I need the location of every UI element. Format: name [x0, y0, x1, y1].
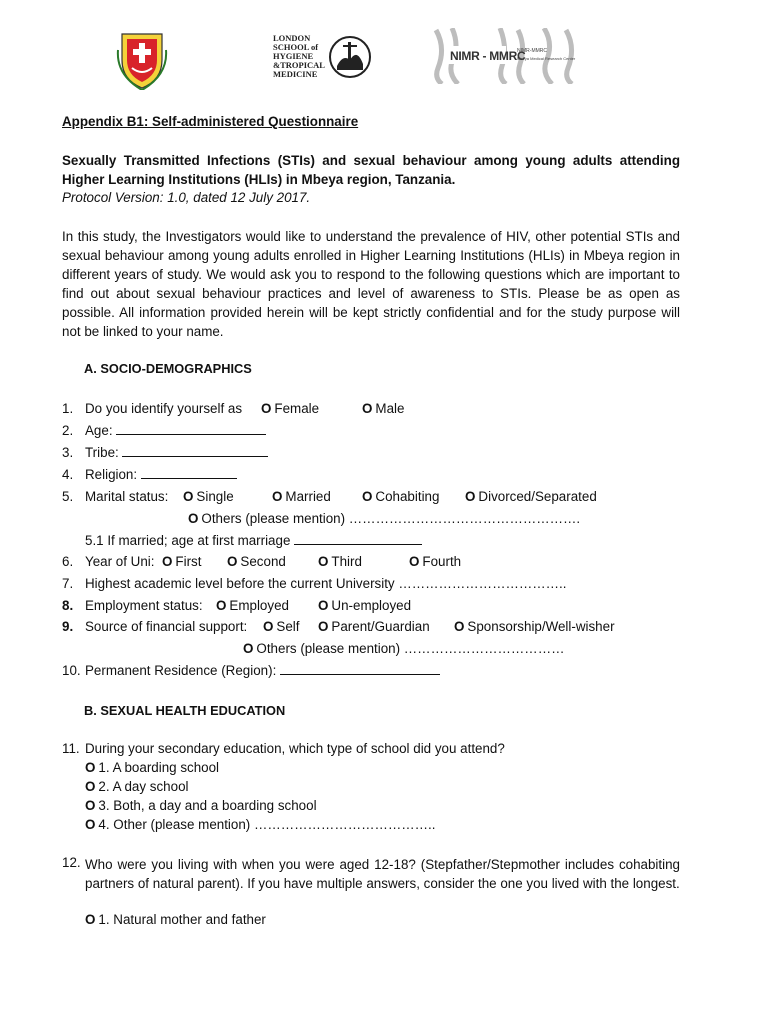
question-text: 5.1 If married; age at first marriage: [85, 533, 291, 548]
radio-icon: O: [272, 489, 283, 504]
radio-icon: O: [85, 779, 96, 794]
lshtm-line: LONDON: [273, 33, 311, 43]
option-cohabiting[interactable]: [362, 489, 439, 504]
document-title: Sexually Transmitted Infections (STIs) and sexual behaviour among young adults attending Higher Learning Institutions (HLIs) in Mbeya region, Tanzania.: [62, 153, 680, 187]
radio-icon: O: [465, 489, 476, 504]
question-text: Employment status:: [85, 598, 203, 613]
option-second[interactable]: [227, 554, 286, 569]
question-text: During your secondary education, which type of school did you attend?: [85, 741, 505, 756]
protocol-version: Protocol Version: 1.0, dated 12 July 2017.: [62, 190, 311, 205]
question-5-1: [85, 533, 422, 548]
option-natural-parents[interactable]: [85, 912, 266, 927]
option-label: Others (please mention) ………………………………: [256, 641, 565, 656]
option-male[interactable]: [362, 401, 404, 416]
question-10: [85, 663, 440, 678]
university-crest-logo: [116, 30, 168, 90]
radio-icon: O: [318, 619, 329, 634]
question-1: [85, 401, 242, 416]
radio-icon: O: [409, 554, 420, 569]
section-b-title: B. SEXUAL HEALTH EDUCATION: [84, 703, 286, 718]
lshtm-line: HYGIENE: [273, 51, 314, 61]
section-a-title: A. SOCIO-DEMOGRAPHICS: [84, 361, 252, 376]
lshtm-emblem-icon: [329, 34, 371, 80]
question-3: [85, 445, 268, 460]
radio-icon: O: [227, 554, 238, 569]
nimr-mmrc-logo: [432, 28, 580, 84]
radio-icon: O: [85, 798, 96, 813]
option-boarding-school[interactable]: [85, 760, 219, 775]
option-others-marital[interactable]: [188, 511, 580, 526]
tribe-input[interactable]: [122, 445, 268, 457]
option-unemployed[interactable]: [318, 598, 411, 613]
option-label: 2. A day school: [98, 779, 189, 794]
option-divorced-separated[interactable]: [465, 489, 597, 504]
option-label: 4. Other (please mention) …………………………………..: [98, 817, 436, 832]
option-label: Divorced/Separated: [478, 489, 597, 504]
question-text: Religion:: [85, 467, 138, 482]
option-label: Second: [240, 554, 286, 569]
residence-input[interactable]: [280, 663, 440, 675]
radio-icon: O: [261, 401, 272, 416]
question-7[interactable]: Highest academic level before the current University ………………………………..: [85, 576, 567, 591]
question-number: 12.: [62, 855, 81, 870]
age-input[interactable]: [116, 423, 266, 435]
question-text: Do you identify yourself as: [85, 401, 243, 416]
question-text: Age:: [85, 423, 113, 438]
option-label: Married: [285, 489, 331, 504]
nimr-logo-text: NIMR - MMRC: [450, 49, 526, 63]
radio-icon: O: [318, 554, 329, 569]
marriage-age-input[interactable]: [294, 533, 422, 545]
option-label: Others (please mention) …………………………………………….: [201, 511, 581, 526]
appendix-heading: Appendix B1: Self-administered Questionnaire: [62, 114, 359, 129]
lshtm-line: &TROPICAL: [273, 60, 325, 70]
option-female[interactable]: [261, 401, 319, 416]
option-label: 1. Natural mother and father: [98, 912, 266, 927]
question-number: 5.: [62, 489, 74, 504]
option-label: Self: [276, 619, 300, 634]
nimr-logo-small-text: NIMR-MMRC: [517, 48, 547, 54]
option-label: First: [175, 554, 202, 569]
question-text: Marital status:: [85, 489, 169, 504]
option-both-schools[interactable]: [85, 798, 317, 813]
option-other-school[interactable]: [85, 817, 436, 832]
question-text: Year of Uni:: [85, 554, 155, 569]
option-label: Sponsorship/Well-wisher: [467, 619, 615, 634]
lshtm-line: MEDICINE: [273, 69, 318, 79]
radio-icon: O: [85, 912, 96, 927]
option-third[interactable]: [318, 554, 362, 569]
option-parent-guardian[interactable]: [318, 619, 430, 634]
question-number: 2.: [62, 423, 74, 438]
option-day-school[interactable]: [85, 779, 189, 794]
question-text: Source of financial support:: [85, 619, 248, 634]
question-number: 1.: [62, 401, 74, 416]
option-fourth[interactable]: [409, 554, 461, 569]
option-label: Third: [331, 554, 362, 569]
question-number: 11.: [62, 741, 80, 756]
radio-icon: O: [188, 511, 199, 526]
radio-icon: O: [85, 760, 96, 775]
option-employed[interactable]: [216, 598, 289, 613]
question-number: 4.: [62, 467, 74, 482]
radio-icon: O: [162, 554, 173, 569]
option-others-support[interactable]: [243, 641, 564, 656]
option-label: Employed: [229, 598, 289, 613]
radio-icon: O: [454, 619, 465, 634]
radio-icon: O: [263, 619, 274, 634]
radio-icon: O: [243, 641, 254, 656]
option-label: Female: [274, 401, 320, 416]
radio-icon: O: [216, 598, 227, 613]
question-number: 8.: [62, 598, 74, 613]
question-number: 9.: [62, 619, 74, 634]
option-label: 1. A boarding school: [98, 760, 220, 775]
radio-icon: O: [362, 401, 373, 416]
question-text: Who were you living with when you were aged 12-18? (Stepfather/Stepmother includes cohabiting partners of natural parent). If you have multiple answers, consider the one you lived with the longest.: [85, 857, 680, 891]
option-label: Single: [196, 489, 234, 504]
radio-icon: O: [362, 489, 373, 504]
question-4: [85, 467, 237, 482]
option-label: Parent/Guardian: [331, 619, 430, 634]
religion-input[interactable]: [141, 467, 237, 479]
lshtm-logo: [273, 34, 373, 84]
option-married[interactable]: [272, 489, 331, 504]
question-text: Permanent Residence (Region):: [85, 663, 277, 678]
intro-paragraph: In this study, the Investigators would like to understand the prevalence of HIV, other potential STIs and sexual behaviour among young adults enrolled in Higher Learning Institutions (HLIs) in Mbeya region in different years of study. We would ask you to respond to the following questions which are important to find out about sexual behaviour practices and level of awareness to STIs. Please be as open as possible. All information provided herein will be kept strictly confidential and for the study purpose will not be linked to your name.: [62, 229, 680, 339]
option-label: Male: [375, 401, 405, 416]
option-sponsorship[interactable]: [454, 619, 615, 634]
question-number: 10.: [62, 663, 81, 678]
lshtm-line: SCHOOL of: [273, 42, 319, 52]
question-number: 7.: [62, 576, 74, 591]
radio-icon: O: [318, 598, 329, 613]
radio-icon: O: [183, 489, 194, 504]
option-first[interactable]: [162, 554, 201, 569]
radio-icon: O: [85, 817, 96, 832]
option-label: Cohabiting: [375, 489, 440, 504]
option-single[interactable]: [183, 489, 234, 504]
question-2: [85, 423, 266, 438]
option-label: Fourth: [422, 554, 462, 569]
question-text: Tribe:: [85, 445, 119, 460]
question-number: 6.: [62, 554, 74, 569]
option-self[interactable]: [263, 619, 300, 634]
option-label: Un-employed: [331, 598, 412, 613]
nimr-logo-small-text: Mbeya Medical Research Center: [517, 56, 576, 61]
question-number: 3.: [62, 445, 74, 460]
option-label: 3. Both, a day and a boarding school: [98, 798, 317, 813]
